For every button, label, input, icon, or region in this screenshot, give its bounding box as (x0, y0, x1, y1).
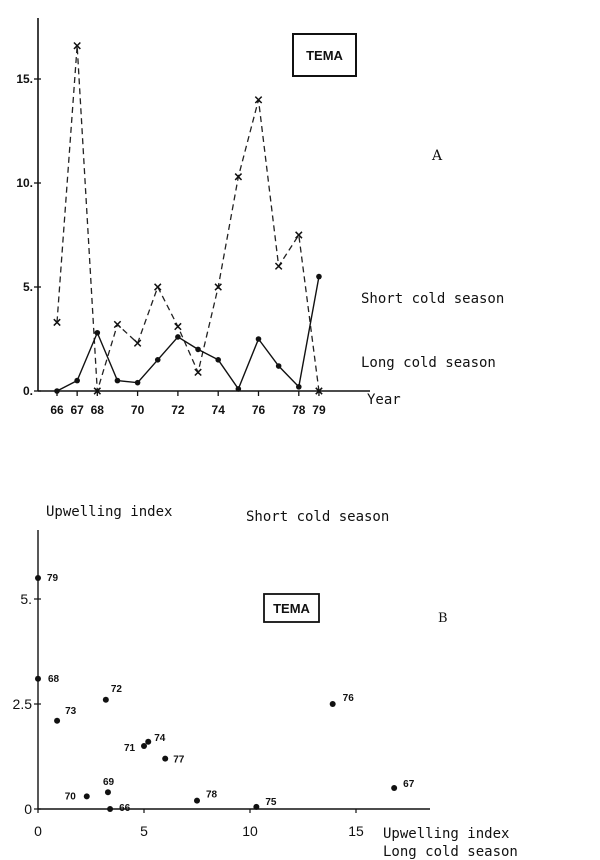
panel-a-x-tick-label: 76 (251, 403, 266, 417)
series-long-cold-season-marker (276, 363, 282, 369)
scatter-point-label: 69 (102, 777, 115, 789)
panel-b-station-label: TEMA (273, 601, 310, 616)
scatter-point (330, 701, 336, 707)
scatter-point-label: 73 (65, 705, 77, 717)
scatter-point-label: 76 (342, 693, 354, 704)
panel-a-y-tick-label: 15. (16, 72, 33, 86)
series-short-cold-season-line (57, 46, 319, 391)
series-short-cold-season-marker (195, 369, 201, 375)
series-long-cold-season-marker (236, 386, 242, 392)
series-long-cold-season-marker (316, 274, 322, 280)
series-long-cold-season-marker (95, 330, 101, 336)
scatter-point (103, 697, 109, 703)
panel-a-x-tick-label: 72 (171, 403, 185, 417)
scatter-point-label: 71 (124, 743, 136, 754)
series-long-cold-season-marker (256, 336, 262, 342)
legend-short-cold-season: Short cold season (361, 291, 505, 307)
panel-a-line-chart (16, 18, 504, 417)
scatter-point-label: 70 (64, 791, 76, 803)
series-long-cold-season-marker (215, 357, 221, 363)
scatter-point-label: 74 (154, 732, 166, 744)
panel-a-x-tick-label: 70 (130, 403, 145, 417)
scatter-point (35, 575, 41, 581)
panel-b-x-tick-label: 10 (242, 823, 258, 839)
series-short-cold-season-marker (134, 340, 140, 346)
panel-a-x-tick-label: 67 (70, 403, 84, 417)
scatter-point-label: 72 (110, 683, 122, 695)
panel-a-x-tick-label: 74 (211, 403, 225, 417)
scatter-point (35, 676, 41, 682)
scatter-point-label: 68 (48, 673, 60, 685)
panel-b-y-tick-label: 5. (20, 591, 32, 607)
scatter-point-label: 79 (47, 573, 59, 584)
panel-b-y-tick-label: 0 (24, 801, 32, 817)
scatter-point (84, 793, 90, 799)
scatter-point (391, 785, 397, 791)
scatter-point (145, 739, 151, 745)
panel-b-scatter-chart (13, 504, 518, 860)
panel-b-y-axis-sublabel: Short cold season (246, 509, 390, 525)
panel-a-x-tick-label: 66 (50, 403, 64, 417)
panel-b-x-tick-label: 5 (140, 823, 148, 839)
panel-a-x-axis-label: Year (367, 392, 401, 408)
panel-b-letter: B (438, 611, 448, 626)
panel-b-y-tick-label: 2.5 (12, 696, 32, 712)
panel-a-x-tick-label: 78 (292, 403, 306, 417)
panel-a-y-tick-label: 0. (22, 384, 33, 398)
series-long-cold-season-marker (115, 378, 121, 384)
scatter-point (194, 798, 200, 804)
panel-b-y-axis-label: Upwelling index (46, 504, 173, 520)
panel-a-y-tick-label: 5. (22, 280, 33, 294)
series-long-cold-season-marker (175, 334, 181, 340)
series-long-cold-season-marker (135, 380, 141, 386)
scatter-point (105, 789, 111, 795)
series-long-cold-season-marker (74, 378, 80, 384)
series-long-cold-season-marker (54, 388, 60, 394)
series-short-cold-season-marker (155, 284, 161, 290)
panel-b-x-axis-label: Upwelling index (383, 826, 510, 842)
scatter-point (162, 756, 168, 762)
panel-b-x-axis-sublabel: Long cold season (383, 844, 518, 860)
series-long-cold-season-marker (296, 384, 302, 390)
panel-b-x-tick-label: 0 (34, 823, 42, 839)
scatter-point (253, 804, 259, 810)
scatter-point-label: 78 (206, 789, 218, 801)
scatter-point-label: 75 (265, 796, 277, 808)
scatter-point (107, 806, 113, 812)
panel-a-x-tick-label: 68 (90, 403, 104, 417)
scatter-point-label: 66 (119, 803, 131, 814)
panel-b-x-tick-label: 15 (348, 823, 364, 839)
series-short-cold-season-marker (175, 323, 181, 329)
legend-long-cold-season: Long cold season (361, 355, 496, 371)
scatter-point-label: 67 (403, 779, 415, 790)
panel-a-x-tick-label: 79 (312, 403, 326, 417)
panel-a-letter: A (432, 148, 443, 164)
scatter-point (54, 718, 60, 724)
series-short-cold-season-marker (275, 263, 281, 269)
series-long-cold-season-marker (155, 357, 161, 363)
scatter-point-label: 77 (173, 754, 185, 766)
series-long-cold-season-marker (195, 347, 201, 353)
panel-a-station-label: TEMA (306, 48, 343, 63)
panel-a-y-tick-label: 10. (16, 176, 33, 190)
